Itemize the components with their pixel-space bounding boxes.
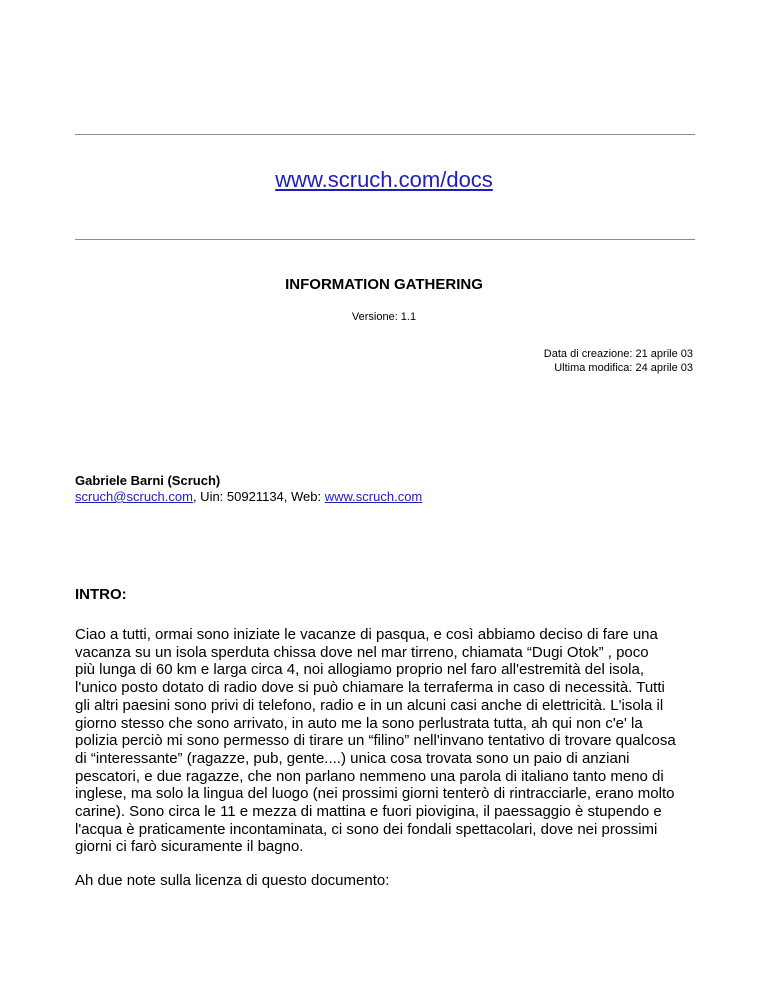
intro-line: giorno stesso che sono arrivato, in auto me la sono perlustrata tutta, ah qui non c'e' la <box>75 714 643 732</box>
intro-line: vacanza su un isola sperduta chissa dove nel mar tirreno, chiamata “Dugi Otok” , poco <box>75 643 649 661</box>
intro-line: gli altri paesini sono privi di telefono, radio e in un alcuni casi anche di elettricità. L'isola il <box>75 696 664 714</box>
intro-paragraph <box>75 626 705 856</box>
intro-line: giorni ci farò sicuramente il bagno. <box>75 838 304 856</box>
intro-heading: INTRO: <box>75 586 127 603</box>
intro-line: Ciao a tutti, ormai sono iniziate le vacanze di pasqua, e così abbiamo deciso di fare una <box>75 626 658 643</box>
intro-line: di “interessante” (ragazze, pub, gente....) unica cosa trovata sono un paio di anziani <box>75 749 630 767</box>
author-email-link[interactable]: scruch@scruch.com <box>75 489 193 504</box>
bottom-divider <box>75 239 695 240</box>
creation-date: Data di creazione: 21 aprile 03 <box>543 348 693 360</box>
version-label: Versione: 1.1 <box>351 311 417 323</box>
author-web-link[interactable]: www.scruch.com <box>324 489 423 504</box>
author-contacts <box>75 489 422 505</box>
site-docs-link[interactable]: www.scruch.com/docs <box>275 167 493 192</box>
license-note: Ah due note sulla licenza di questo documento: <box>75 872 390 889</box>
intro-line: l'unico posto dotato di radio dove si può chiamare la terraferma in caso di necessità. Tutti <box>75 679 665 697</box>
date-block <box>544 347 693 375</box>
author-name: Gabriele Barni (Scruch) <box>75 473 221 488</box>
document-title: INFORMATION GATHERING <box>285 276 483 293</box>
intro-line: inglese, ma solo la lingua del luogo (nei prossimi giorni tenterò di rintracciarle, erano molto <box>75 785 675 803</box>
intro-line: carine). Sono circa le 11 e mezza di mattina e fuori piovigina, il paessaggio è stupendo e <box>75 803 662 821</box>
author-uin: , Uin: 50921134, Web: <box>192 489 325 504</box>
intro-line: più lunga di 60 km e larga circa 4, noi allogiamo proprio nel faro all'estremità del isola, <box>75 661 644 679</box>
top-divider <box>75 134 695 135</box>
author-block <box>75 473 422 505</box>
intro-line: l'acqua è praticamente incontaminata, ci sono dei fondali spettacolari, dove nei prossimi <box>75 820 658 838</box>
intro-line: polizia perciò mi sono permesso di tirare un “filino” nell'invano tentativo di trovare qualcosa <box>75 732 676 750</box>
intro-line: pescatori, e due ragazze, che non parlano nemmeno una parola di italiano tanto meno di <box>75 767 664 785</box>
modified-date: Ultima modifica: 24 aprile 03 <box>554 362 693 374</box>
